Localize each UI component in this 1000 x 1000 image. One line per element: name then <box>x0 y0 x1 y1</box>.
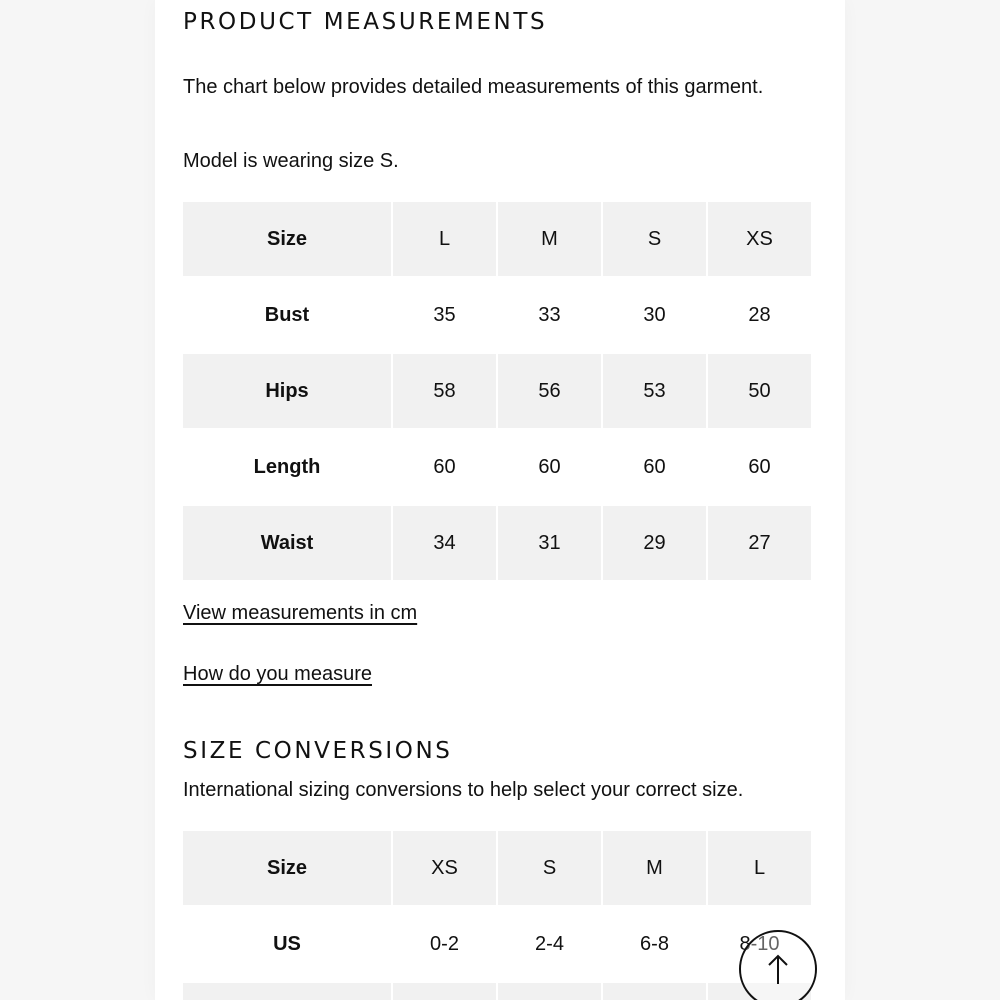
model-size-note: Model is wearing size S. <box>183 150 399 172</box>
table-row <box>183 430 811 504</box>
size-conversions-heading: SIZE CONVERSIONS <box>183 738 453 764</box>
table-cell <box>183 983 391 1000</box>
view-measurements-cm-link[interactable]: View measurements in cm <box>183 602 418 624</box>
size-conversions-table <box>181 829 813 1000</box>
conversions-header-cell: Size <box>183 831 391 905</box>
conversions-header-row <box>183 831 811 905</box>
row-label: Hips <box>183 354 391 428</box>
conversions-header-cell: L <box>708 831 811 905</box>
measurements-header-cell: S <box>603 202 706 276</box>
row-label: Length <box>183 430 391 504</box>
table-cell: 60 <box>498 430 601 504</box>
table-cell: 60 <box>393 430 496 504</box>
size-guide-panel <box>155 0 845 1000</box>
row-label: Bust <box>183 278 391 352</box>
how-do-you-measure-link[interactable]: How do you measure <box>183 663 372 685</box>
table-row <box>183 506 811 580</box>
row-label: Waist <box>183 506 391 580</box>
table-cell <box>498 983 601 1000</box>
product-measurements-heading: PRODUCT MEASUREMENTS <box>183 9 548 35</box>
conversions-header-cell: M <box>603 831 706 905</box>
table-cell: 2-4 <box>498 907 601 981</box>
measurements-header-cell: L <box>393 202 496 276</box>
table-cell: 56 <box>498 354 601 428</box>
table-row <box>183 907 811 981</box>
table-cell: 53 <box>603 354 706 428</box>
table-cell: 50 <box>708 354 811 428</box>
measurements-table <box>181 200 813 582</box>
scroll-to-top-button[interactable] <box>739 930 817 1000</box>
table-row <box>183 983 811 1000</box>
table-cell: 33 <box>498 278 601 352</box>
measurements-header-cell: XS <box>708 202 811 276</box>
row-label: US <box>183 907 391 981</box>
table-cell <box>603 983 706 1000</box>
table-cell: 6-8 <box>603 907 706 981</box>
table-cell <box>393 983 496 1000</box>
product-measurements-description: The chart below provides detailed measurements of this garment. <box>183 76 764 98</box>
arrow-up-icon <box>741 932 815 1000</box>
table-cell: 27 <box>708 506 811 580</box>
table-cell: 30 <box>603 278 706 352</box>
table-cell: 31 <box>498 506 601 580</box>
measurements-header-row <box>183 202 811 276</box>
size-conversions-description: International sizing conversions to help select your correct size. <box>183 779 744 801</box>
table-cell: 8-10 <box>708 907 811 981</box>
table-row <box>183 278 811 352</box>
conversions-header-cell: XS <box>393 831 496 905</box>
table-cell: 34 <box>393 506 496 580</box>
table-cell: 58 <box>393 354 496 428</box>
table-cell: 28 <box>708 278 811 352</box>
conversions-header-cell: S <box>498 831 601 905</box>
table-row <box>183 354 811 428</box>
table-cell: 0-2 <box>393 907 496 981</box>
table-cell: 29 <box>603 506 706 580</box>
table-cell: 35 <box>393 278 496 352</box>
table-cell: 60 <box>603 430 706 504</box>
table-cell: 60 <box>708 430 811 504</box>
measurements-header-cell: Size <box>183 202 391 276</box>
measurements-header-cell: M <box>498 202 601 276</box>
